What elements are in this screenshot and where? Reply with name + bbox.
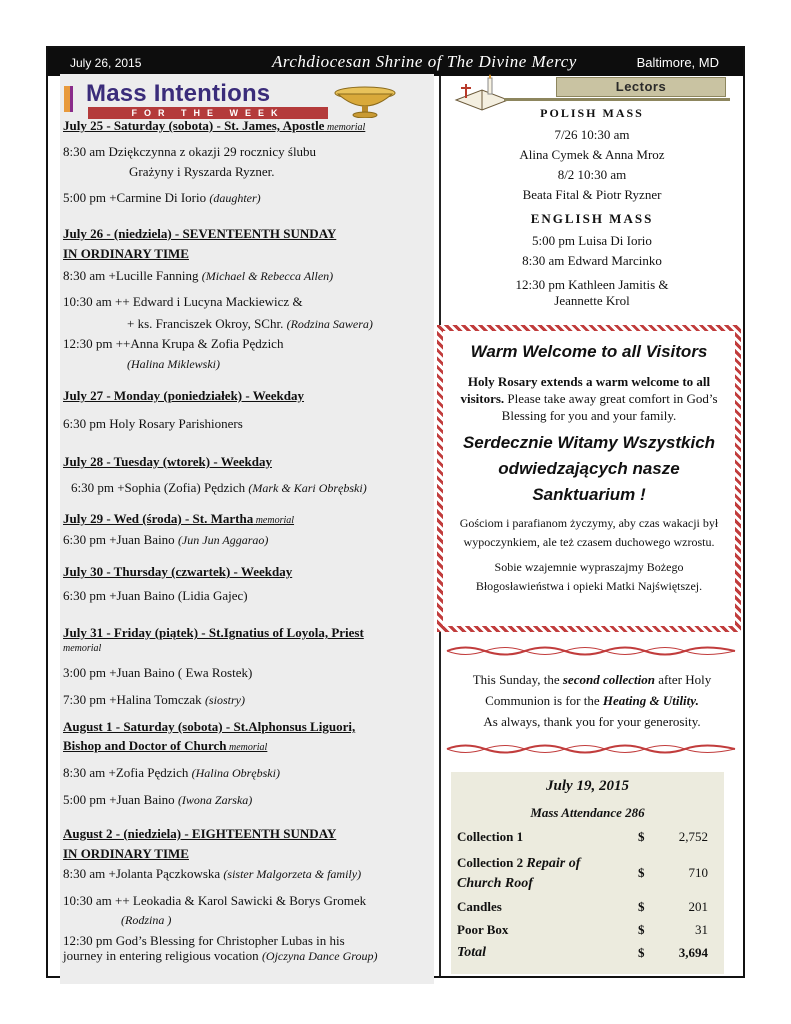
note-text: This Sunday, the (472, 672, 563, 687)
day-heading-line2 (63, 738, 267, 756)
intention-text: Grażyny i Ryszarda Ryzner. (129, 164, 275, 179)
intention-text: 5:00 pm +Carmine Di Iorio (63, 190, 210, 205)
day-heading (63, 454, 272, 470)
polish-lector-line: Alina Cymek & Anna Mroz (519, 147, 665, 162)
intention-line (71, 480, 367, 496)
ornament-divider-top (445, 644, 737, 658)
intention-text: 6:30 pm +Juan Baino (Lidia Gajec) (63, 588, 248, 603)
mass-attendance: Mass Attendance 286 (530, 805, 645, 820)
polish-welcome-text-1: Gościom i parafianom życzymy, aby czas wakacji był wypoczynkiem, ale też czasem duchowego wzrostu. (459, 516, 719, 549)
day-heading (63, 719, 355, 735)
intention-offered-by: (Halina Miklewski) (127, 357, 220, 371)
day-heading-text: August 2 - (niedziela) - EIGHTEENTH SUNDAY (63, 826, 337, 841)
intention-line (63, 893, 366, 909)
intention-text: 6:30 pm +Sophia (Zofia) Pędzich (71, 480, 249, 495)
intention-offered-by: (daughter) (209, 191, 261, 205)
intention-text: journey in entering religious vocation (63, 948, 262, 963)
intention-line (63, 665, 252, 681)
intention-line (63, 792, 252, 808)
lectors-section (441, 105, 743, 309)
finance-row-label: Collection 1 (457, 829, 524, 844)
finance-row-currency: $ (638, 945, 645, 960)
intention-text: 3:00 pm +Juan Baino ( Ewa Rostek) (63, 665, 253, 680)
intention-line (63, 144, 316, 160)
thanks-text: As always, thank you for your generosity. (483, 714, 701, 729)
day-heading-text: July 31 - Friday (piątek) - St.Ignatius of Loyola, Priest (63, 625, 364, 640)
intention-line (63, 933, 345, 949)
finance-label-emphasis: Repair of (526, 856, 581, 871)
intention-text: 8:30 am +Jolanta Pączkowska (63, 866, 224, 881)
english-lector-line: Jeannette Krol (554, 293, 630, 308)
intention-text: 6:30 pm Holy Rosary Parishioners (63, 416, 243, 431)
intention-line (127, 356, 220, 372)
finance-label-text: Collection 2 (457, 855, 527, 870)
intention-offered-by: (Halina Obrębski) (191, 766, 280, 780)
finance-row-label: Candles (457, 899, 502, 914)
day-heading-text: July 26 - (niedziela) - SEVENTEENTH SUNDAY (63, 226, 337, 241)
day-heading-text: July 29 - Wed (środa) - St. Martha (63, 511, 254, 526)
finance-row-currency: $ (638, 829, 645, 844)
intention-text: 10:30 am ++ Leokadia & Karol Sawicki & Borys Gromek (63, 893, 367, 908)
polish-title-line: Sanktuarium ! (532, 485, 646, 504)
polish-lector-line: Beata Fital & Piotr Ryzner (522, 187, 662, 202)
english-mass-heading: ENGLISH MASS (530, 211, 654, 226)
note-text: after Holy Communion is for the (485, 672, 712, 708)
finance-row-amount: 31 (695, 922, 708, 937)
intention-line (63, 294, 303, 310)
day-heading (63, 511, 294, 529)
finance-row-label: Total (457, 945, 487, 960)
intention-offered-by: (sister Malgorzeta & family) (223, 867, 362, 881)
day-heading-text: IN ORDINARY TIME (63, 846, 189, 861)
finance-row-amount: 201 (688, 899, 708, 914)
welcome-title: Warm Welcome to all Visitors (470, 342, 708, 361)
intention-line (63, 268, 333, 284)
intention-offered-by: (Mark & Kari Obrębski) (248, 481, 367, 495)
intention-line (129, 164, 275, 180)
polish-welcome-title (443, 430, 735, 508)
intention-offered-by: (Rodzina Sawera) (286, 317, 373, 331)
intention-text: 8:30 am Dziękczynna z okazji 29 rocznicy ślubu (63, 144, 317, 159)
day-heading-text: July 27 - Monday (poniedziałek) - Weekday (63, 388, 305, 403)
welcome-box (437, 325, 741, 632)
finance-row-currency: $ (638, 899, 645, 914)
intention-offered-by: (Iwona Zarska) (177, 793, 253, 807)
finance-row-label (457, 855, 580, 892)
day-heading-line2 (63, 846, 189, 862)
polish-welcome-text-2: Sobie wzajemnie wypraszajmy Bożego Błogosławieństwa i opieki Matki Najświętszej. (475, 560, 703, 593)
intention-text: 5:00 pm +Juan Baino (63, 792, 178, 807)
polish-title-line: odwiedzających nasze (498, 459, 680, 478)
lectors-underline (504, 98, 730, 101)
city-name: Baltimore, MD (636, 55, 719, 70)
intention-offered-by: (Michael & Rebecca Allen) (201, 269, 334, 283)
intention-line (63, 416, 243, 432)
welcome-bold-text: Holy Rosary extends a warm welcome to all visitors. (460, 374, 711, 406)
mass-intentions-subtitle: FOR THE WEEK (88, 107, 328, 119)
intention-line (63, 588, 248, 604)
intention-text: 8:30 am +Lucille Fanning (63, 268, 202, 283)
finance-row-currency: $ (638, 922, 645, 937)
intention-offered-by: (Ojczyna Dance Group) (261, 949, 378, 963)
english-lector-line: 5:00 pm Luisa Di Iorio (532, 233, 652, 248)
day-heading (63, 826, 336, 842)
finance-row-amount: 710 (688, 865, 708, 880)
intention-text: 6:30 pm +Juan Baino (63, 532, 178, 547)
day-heading-text: July 30 - Thursday (czwartek) - Weekday (63, 564, 293, 579)
day-heading (63, 118, 365, 136)
memorial-note: memorial (324, 122, 366, 133)
lectors-title: Lectors (556, 77, 726, 97)
intention-line (121, 912, 171, 928)
intention-text: 12:30 pm ++Anna Krupa & Zofia Pędzich (63, 336, 284, 351)
finance-row-amount: 2,752 (678, 829, 708, 844)
polish-mass-heading: POLISH MASS (540, 106, 644, 120)
top-bar (48, 48, 743, 76)
bulletin-date: July 26, 2015 (70, 56, 142, 70)
mass-intentions-title: Mass Intentions (86, 80, 271, 107)
day-heading (63, 564, 292, 580)
collection-note (441, 669, 743, 732)
finance-box (451, 772, 724, 974)
header-accent-bar (64, 86, 73, 112)
english-lector-line: 12:30 pm Kathleen Jamitis & (515, 277, 669, 292)
memorial-note: memorial (63, 643, 102, 654)
shrine-name: Archdiocesan Shrine of The Divine Mercy (272, 52, 577, 71)
day-heading (63, 388, 304, 404)
welcome-text (451, 373, 727, 424)
polish-lector-line: 7/26 10:30 am (554, 127, 630, 142)
intention-text: 10:30 am ++ Edward i Lucyna Mackiewicz & (63, 294, 303, 309)
intention-line (63, 765, 280, 781)
finance-label-emphasis: Church Roof (457, 876, 533, 891)
welcome-rest-text: Please take away great comfort in God’s Blessing for you and your family. (501, 391, 718, 423)
memorial-note: memorial (226, 742, 268, 753)
intention-line (63, 336, 283, 352)
day-heading (63, 226, 336, 242)
intention-line (127, 316, 373, 332)
finance-row-amount: 3,694 (678, 945, 708, 960)
finance-row-label: Poor Box (457, 922, 509, 937)
note-emphasis: Heating & Utility. (602, 693, 699, 708)
intention-text: 7:30 pm +Halina Tomczak (63, 692, 205, 707)
intention-text: 12:30 pm God’s Blessing for Christopher Lubas in his (63, 933, 345, 948)
ornament-divider-bottom (445, 742, 737, 756)
intention-line (63, 866, 361, 882)
finance-date: July 19, 2015 (546, 778, 629, 794)
day-heading-text: IN ORDINARY TIME (63, 246, 189, 261)
polish-title-line: Serdecznie Witamy Wszystkich (462, 433, 716, 452)
intention-offered-by: (Jun Jun Aggarao) (177, 533, 269, 547)
mass-intentions-header (62, 80, 436, 122)
day-heading-text: Bishop and Doctor of Church (63, 738, 227, 753)
note-emphasis: second collection (562, 672, 655, 687)
chalice-icon (332, 84, 398, 118)
intention-offered-by: (Rodzina ) (121, 913, 172, 927)
english-lector-line: 8:30 am Edward Marcinko (522, 253, 662, 268)
day-heading-text: July 25 - Saturday (sobota) - St. James, Apostle (63, 118, 325, 133)
intention-line (63, 692, 245, 708)
day-heading-line2 (63, 246, 189, 262)
intention-line (63, 948, 377, 964)
day-heading-text: August 1 - Saturday (sobota) - St.Alphonsus Liguori, (63, 719, 356, 734)
intention-line (63, 532, 268, 548)
intention-text: + ks. Franciszek Okroy, SChr. (127, 316, 287, 331)
day-heading (63, 625, 364, 654)
intention-text: 8:30 am +Zofia Pędzich (63, 765, 192, 780)
finance-row-currency: $ (638, 865, 645, 880)
polish-lector-line: 8/2 10:30 am (557, 167, 627, 182)
day-heading-text: July 28 - Tuesday (wtorek) - Weekday (63, 454, 272, 469)
intention-offered-by: (siostry) (204, 693, 245, 707)
memorial-note: memorial (253, 515, 295, 526)
intention-line (63, 190, 261, 206)
